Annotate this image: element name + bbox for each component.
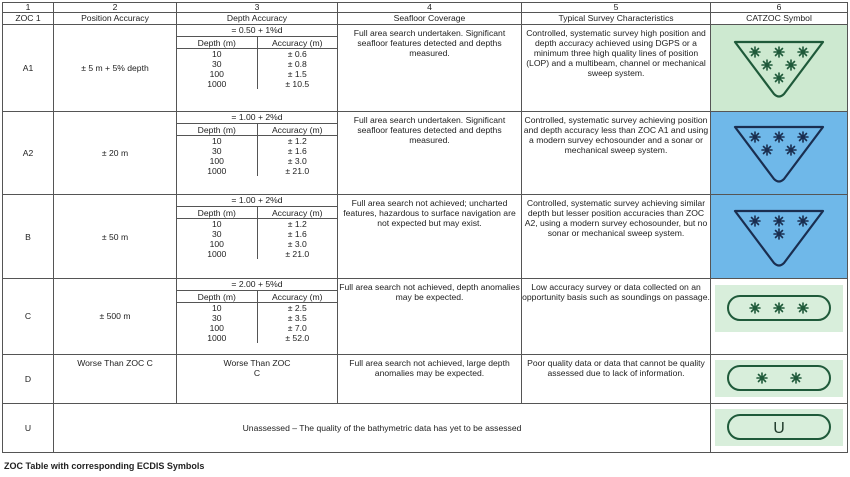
depth-value: 1000 <box>207 333 227 344</box>
zoc-c-symbol-icon <box>715 285 843 332</box>
depth-formula: = 1.00 + 2%d <box>177 195 337 207</box>
zoc-table <box>2 2 848 453</box>
zoc-category: D <box>3 354 54 403</box>
depth-values <box>177 49 257 90</box>
accuracy-value: ± 52.0 <box>285 333 310 344</box>
depth-value: 30 <box>211 229 222 240</box>
zoc-category: A2 <box>3 112 54 195</box>
catzoc-symbol-cell <box>711 25 848 112</box>
accuracy-value: ± 3.5 <box>287 313 307 324</box>
catzoc-symbol-cell <box>711 403 848 452</box>
depth-subheader: Depth (m) <box>177 124 257 136</box>
depth-formula: = 1.00 + 2%d <box>177 112 337 124</box>
zoc-u-symbol-icon <box>715 409 843 446</box>
survey-characteristics: Controlled, systematic survey achieving position and depth accuracy less than ZOC A1 and using a modern survey echosounder and a sonar or mechanical sweep system. <box>522 112 711 195</box>
accuracy-subheader: Accuracy (m) <box>257 291 337 303</box>
depth-value: 10 <box>211 136 222 147</box>
zoc-a1-symbol-icon <box>711 25 847 111</box>
table-row <box>3 195 848 279</box>
column-header: Depth Accuracy <box>177 13 338 25</box>
column-header: Position Accuracy <box>54 13 177 25</box>
depth-accuracy-text: Worse Than ZOC C <box>177 354 338 403</box>
accuracy-values <box>257 49 337 90</box>
depth-formula: = 0.50 + 1%d <box>177 25 337 37</box>
depth-value: 10 <box>211 49 222 60</box>
catzoc-symbol-cell <box>711 112 848 195</box>
depth-accuracy-table <box>177 291 337 343</box>
accuracy-values <box>257 219 337 260</box>
position-accuracy: ± 20 m <box>54 112 177 195</box>
survey-characteristics: Controlled, systematic survey achieving similar depth but lesser position accuracies than ZOC A2, using a modern survey echosounder, but no sonar or mechanical sweep system. <box>522 195 711 279</box>
accuracy-subheader: Accuracy (m) <box>257 37 337 49</box>
depth-accuracy-table <box>177 207 337 259</box>
table-row <box>3 112 848 195</box>
depth-value: 1000 <box>207 79 227 90</box>
column-number: 4 <box>338 3 522 13</box>
seafloor-coverage: Full area search not achieved, depth anomalies may be expected. <box>338 279 522 355</box>
catzoc-symbol-cell <box>711 195 848 279</box>
depth-value: 10 <box>211 303 222 314</box>
accuracy-value: ± 21.0 <box>285 166 310 177</box>
catzoc-symbol-cell <box>711 279 848 355</box>
depth-value: 10 <box>211 219 222 230</box>
depth-value: 30 <box>211 313 222 324</box>
accuracy-value: ± 3.0 <box>287 156 307 167</box>
accuracy-value: ± 10.5 <box>285 79 310 90</box>
position-accuracy: ± 500 m <box>54 279 177 355</box>
column-number: 5 <box>522 3 711 13</box>
depth-accuracy-cell <box>177 112 338 195</box>
column-number: 2 <box>54 3 177 13</box>
survey-characteristics: Controlled, systematic survey high position and depth accuracy achieved using DGPS or a minimum three high quality lines of position (LOP) and a multibeam, channel or mechanical sweep system. <box>522 25 711 112</box>
column-header: Typical Survey Characteristics <box>522 13 711 25</box>
column-header: CATZOC Symbol <box>711 13 848 25</box>
depth-value: 100 <box>209 156 224 167</box>
depth-value: 100 <box>209 323 224 334</box>
depth-value: 1000 <box>207 166 227 177</box>
survey-characteristics: Poor quality data or data that cannot be quality assessed due to lack of information. <box>522 354 711 403</box>
table-caption: ZOC Table with corresponding ECDIS Symbols <box>4 461 205 471</box>
table-row <box>3 279 848 355</box>
survey-characteristics: Low accuracy survey or data collected on an opportunity basis such as soundings on passage. <box>522 279 711 355</box>
zoc-category: B <box>3 195 54 279</box>
depth-value: 1000 <box>207 249 227 260</box>
column-number: 1 <box>3 3 54 13</box>
depth-accuracy-cell <box>177 195 338 279</box>
accuracy-value: ± 21.0 <box>285 249 310 260</box>
zoc-category: C <box>3 279 54 355</box>
position-accuracy: ± 50 m <box>54 195 177 279</box>
unassessed-text: Unassessed – The quality of the bathymetric data has yet to be assessed <box>54 403 711 452</box>
accuracy-value: ± 7.0 <box>287 323 307 334</box>
zoc-d-symbol-icon <box>715 360 843 397</box>
table-row <box>3 354 848 403</box>
column-number: 6 <box>711 3 848 13</box>
table-row <box>3 25 848 112</box>
accuracy-value: ± 3.0 <box>287 239 307 250</box>
depth-value: 30 <box>211 59 222 70</box>
accuracy-value: ± 2.5 <box>287 303 307 314</box>
seafloor-coverage: Full area search undertaken. Significant seafloor features detected and depths measured. <box>338 112 522 195</box>
depth-values <box>177 219 257 260</box>
zoc-category: U <box>3 403 54 452</box>
header-row <box>3 13 848 25</box>
seafloor-coverage: Full area search not achieved, large depth anomalies may be expected. <box>338 354 522 403</box>
depth-subheader: Depth (m) <box>177 291 257 303</box>
table-row <box>3 403 848 452</box>
depth-values <box>177 136 257 177</box>
depth-accuracy-table <box>177 37 337 89</box>
position-accuracy: Worse Than ZOC C <box>54 354 177 403</box>
seafloor-coverage: Full area search undertaken. Significant seafloor features detected and depths measured. <box>338 25 522 112</box>
accuracy-value: ± 1.5 <box>287 69 307 80</box>
depth-values <box>177 303 257 344</box>
depth-accuracy-cell <box>177 25 338 112</box>
depth-accuracy-table <box>177 124 337 176</box>
zoc-category: A1 <box>3 25 54 112</box>
depth-formula: = 2.00 + 5%d <box>177 279 337 291</box>
zoc-a2-symbol-icon <box>711 112 847 194</box>
accuracy-values <box>257 303 337 344</box>
accuracy-value: ± 0.8 <box>287 59 307 70</box>
depth-value: 100 <box>209 69 224 80</box>
accuracy-value: ± 1.2 <box>287 136 307 147</box>
column-header: Seafloor Coverage <box>338 13 522 25</box>
zoc-b-symbol-icon <box>711 195 847 278</box>
column-number-row <box>3 3 848 13</box>
column-header: ZOC 1 <box>3 13 54 25</box>
accuracy-value: ± 1.2 <box>287 219 307 230</box>
depth-subheader: Depth (m) <box>177 37 257 49</box>
seafloor-coverage: Full area search not achieved; uncharted features, hazardous to surface navigation are not expected but may exist. <box>338 195 522 279</box>
accuracy-value: ± 1.6 <box>287 146 307 157</box>
accuracy-subheader: Accuracy (m) <box>257 207 337 219</box>
accuracy-values <box>257 136 337 177</box>
catzoc-symbol-cell <box>711 354 848 403</box>
depth-accuracy-cell <box>177 279 338 355</box>
depth-subheader: Depth (m) <box>177 207 257 219</box>
accuracy-subheader: Accuracy (m) <box>257 124 337 136</box>
accuracy-value: ± 0.6 <box>287 49 307 60</box>
accuracy-value: ± 1.6 <box>287 229 307 240</box>
depth-value: 30 <box>211 146 222 157</box>
depth-value: 100 <box>209 239 224 250</box>
position-accuracy: ± 5 m + 5% depth <box>54 25 177 112</box>
zoc-u-letter: U <box>773 420 785 438</box>
column-number: 3 <box>177 3 338 13</box>
